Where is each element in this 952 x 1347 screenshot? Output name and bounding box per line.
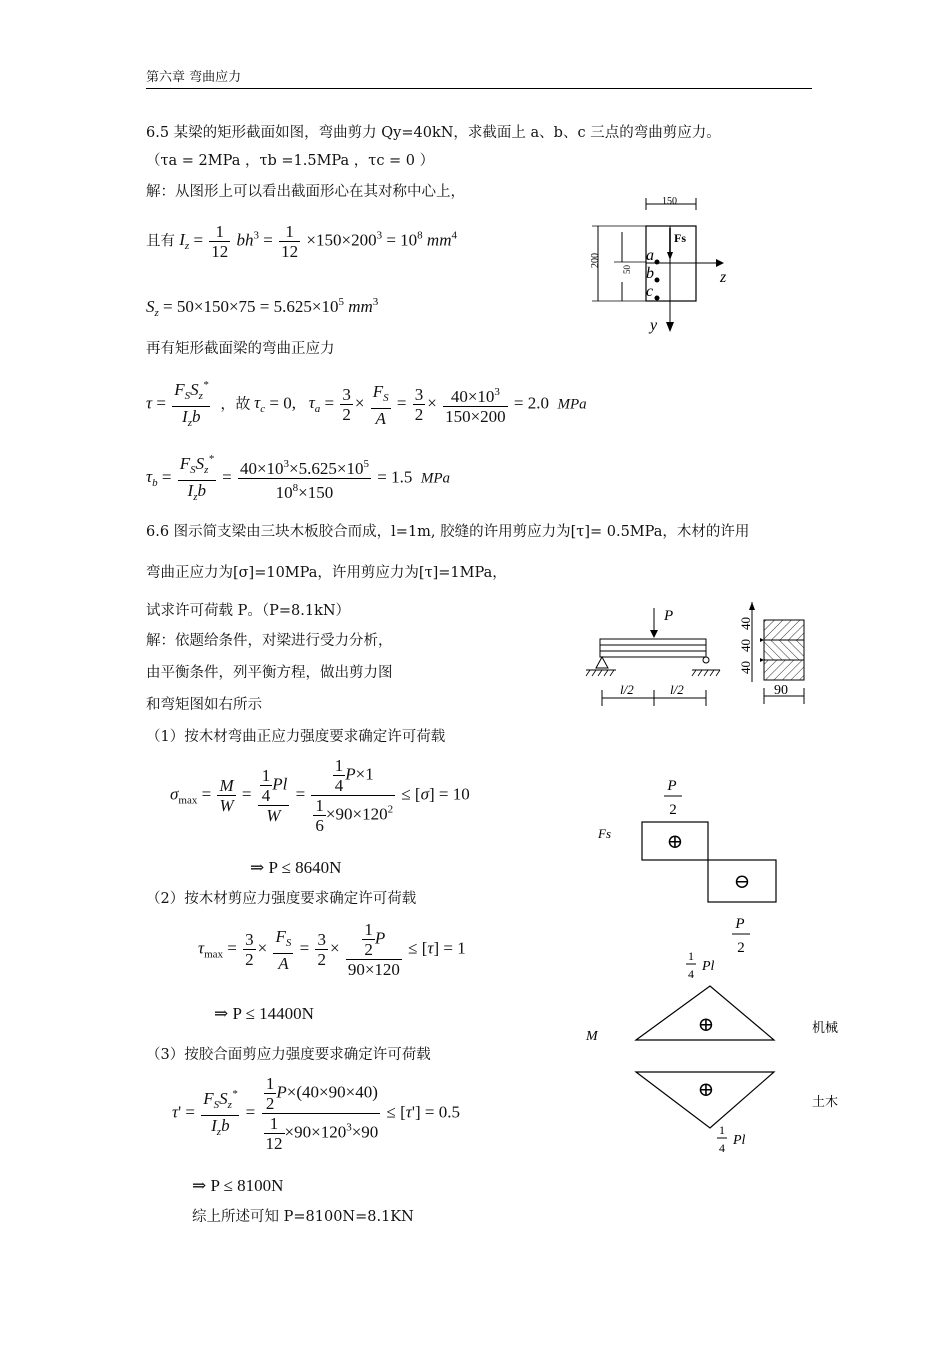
case-2-heading: （2）按木材剪应力强度要求确定许可荷载 (146, 891, 417, 907)
fs-label: Fs (674, 231, 686, 245)
shear-stress-intro: 再有矩形截面梁的弯曲正应力 (146, 341, 335, 357)
mech-label: 机械 (812, 1020, 839, 1035)
fs-top-2: 2 (669, 802, 677, 818)
half-span-1: l/2 (620, 682, 634, 697)
dim-40-2: 40 (738, 639, 753, 652)
sigma-max-equation: $\sigma_{max}$ = $\frac{M}{W}$ = $\frac{1}{4}$ Pl W = $\frac{1}{4}$ P×1 $\frac{1}{6}$ $\times 90\times 120^2$ ≤ [σ] = 10 (170, 756, 470, 835)
result-2: ⇒ P ≤ 14400N (214, 1004, 314, 1023)
point-c-label: c (646, 283, 654, 300)
result-3: ⇒ P ≤ 8100N (192, 1176, 284, 1195)
fs-top-p: P (667, 778, 677, 794)
m-top-four: 4 (688, 967, 694, 981)
point-b-label: b (646, 265, 654, 282)
y-axis-label: y (650, 317, 658, 334)
chapter-header: 第六章 弯曲应力 (146, 70, 242, 85)
problem-6-6-solution-3: 和弯矩图如右所示 (146, 697, 262, 713)
case-3-heading: （3）按胶合面剪应力强度要求确定许可荷载 (146, 1047, 431, 1063)
header-rule (146, 88, 812, 89)
point-a-label: a (646, 247, 654, 264)
problem-6-5-solution-intro: 解：从图形上可以看出截面形心在其对称中心上， (146, 184, 465, 200)
half-span-2: l/2 (670, 682, 684, 697)
section-width: 90 (774, 683, 788, 698)
tau-b-formula: $\tau_b$ = $\frac{F_SS_z^*}{I_zb}$ = $\frac{40\times 10^3\times 5.625\times 10^5}{10^8\times 150}$ = 1.5 MPa (146, 450, 450, 507)
iz-prefix: 且有 (146, 233, 175, 250)
conclusion: 综上所述可知 P=8100N=8.1KN (192, 1209, 414, 1225)
z-axis-label: z (720, 269, 727, 286)
case-1-heading: （1）按木材弯曲正应力强度要求确定许可荷载 (146, 729, 446, 745)
problem-6-5-statement: 6.5 某梁的矩形截面如图，弯曲剪力 Qy=40kN，求截面上 a、b、c 三点的弯曲剪应力。 (146, 125, 721, 141)
iz-equation: 且有 $I_z$ = $\frac{1}{12}$ $bh^3$ = $\frac{1}{12}$ $\times 150\times 200^3 = 10^8$ $mm^4$ (146, 222, 457, 261)
m-top-one: 1 (688, 949, 694, 963)
moment-plus-civil: ⊕ (697, 1079, 715, 1101)
fs-bot-p: P (735, 916, 745, 932)
width-label: 150 (662, 196, 677, 207)
fs-diagram-label: Fs (598, 826, 611, 841)
m-diagram-label: M (586, 1029, 598, 1044)
result-1: ⇒ P ≤ 8640N (250, 858, 342, 877)
civil-label: 土木 (812, 1094, 839, 1109)
shear-minus-sign: ⊖ (733, 871, 751, 893)
load-p-label: P (664, 608, 674, 624)
tau-formula: τ = $\frac{F_SS_z^*}{I_zb}$ ，故 $\tau_c = 0$, $\tau_a$ = $\frac{3}{2}$ × $\frac{F_S}{A}$ = $\frac{3}{2}$ × $\frac{40\times 10^3}{150\times 200}$ = 2.0 MPa (146, 376, 587, 433)
problem-6-6-solution-2: 由平衡条件，列平衡方程，做出剪力图 (146, 665, 393, 681)
m-top-pl: Pl (702, 959, 715, 974)
tau-glue-equation: τ' = $\frac{F_SS_z^*}{I_zb}$ = $\frac{1}{2}$ P×(40×90×40) $\frac{1}{12}$ $\times 90\times 120^3\times 90$ ≤ [τ'] = 0.5 (172, 1074, 460, 1153)
problem-6-6-statement: 6.6 图示简支梁由三块木板胶合而成，l=1m, 胶缝的许用剪应力为[τ]= 0.5MPa，木材的许用 (146, 524, 750, 540)
m-bot-four: 4 (719, 1141, 725, 1155)
dim-40-1: 40 (738, 617, 753, 630)
m-bot-pl: Pl (733, 1133, 746, 1148)
dim-40-3: 40 (738, 661, 753, 674)
beam-figure (584, 598, 816, 720)
fs-bot-2: 2 (737, 940, 745, 956)
shear-plus-sign: ⊕ (666, 831, 684, 853)
frac-1-12-b: $\frac{1}{12}$ (281, 222, 299, 261)
problem-6-6-solution-1: 解：依题给条件，对梁进行受力分析， (146, 633, 393, 649)
shear-moment-diagrams (586, 778, 852, 1168)
problem-6-5-answers: （τa = 2MPa ，τb =1.5MPa ，τc = 0 ） (146, 153, 435, 169)
rect-section-figure (584, 192, 744, 342)
depth-label: 50 (622, 265, 632, 274)
sz-equation: $S_z = 50\times 150\times 75 = 5.625\times 10^5$ $mm^3$ (146, 296, 379, 319)
problem-6-6-statement-3: 试求许可荷载 P。（P=8.1kN） (146, 603, 351, 619)
tau-max-equation: $\tau_{max}$ = $\frac{3}{2}$ × $\frac{F_S}{A}$ = $\frac{3}{2}$ × $\frac{1}{2}$ P 90×120 ≤ [τ] = 1 (198, 920, 466, 979)
moment-plus-mech: ⊕ (697, 1014, 715, 1036)
problem-6-6-statement-2: 弯曲正应力为[σ]=10MPa，许用剪应力为[τ]=1MPa， (146, 565, 507, 581)
m-bot-one: 1 (719, 1123, 725, 1137)
frac-1-12: $\frac{1}{12}$ (211, 222, 229, 261)
height-label: 200 (590, 253, 601, 268)
